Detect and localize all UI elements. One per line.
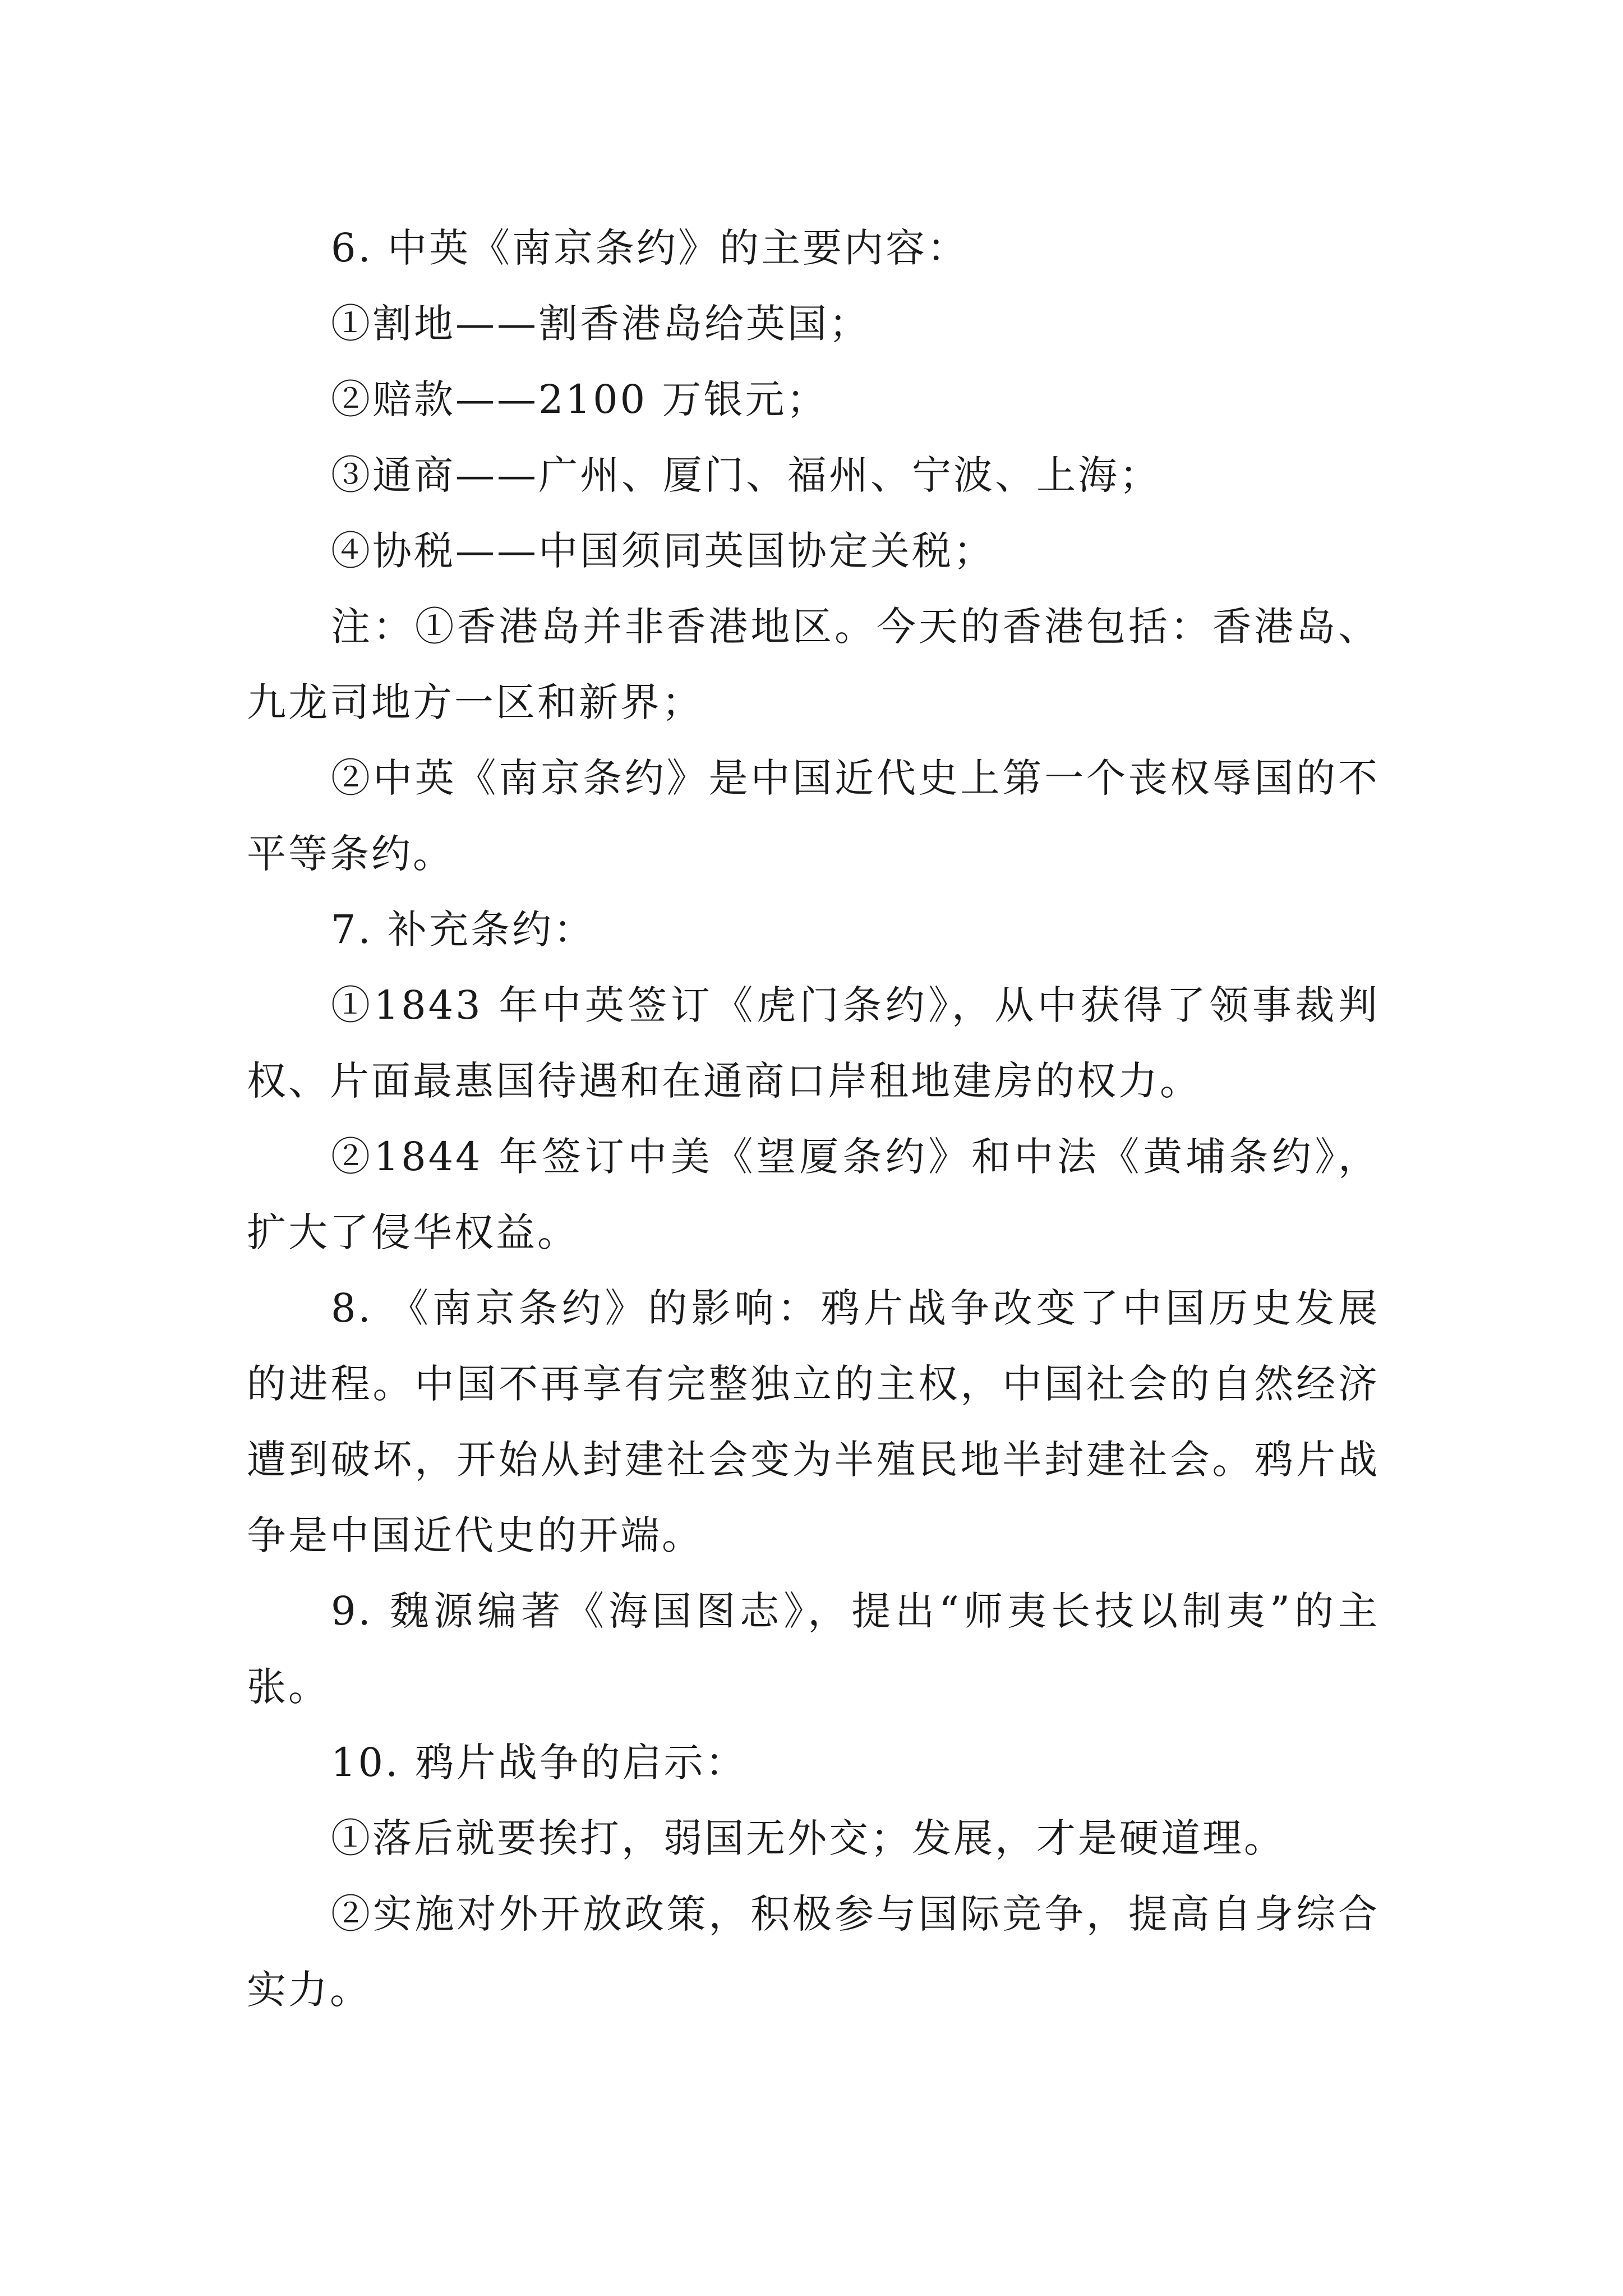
document-body bbox=[247, 210, 1380, 2028]
paragraph-treaty-impact: 8. 《南京条约》的影响：鸦片战争改变了中国历史发展的进程。中国不再享有完整独立的主权，中国社会的自然经济遭到破坏，开始从封建社会变为半殖民地半封建社会。鸦片战争是中国近代史的开端。 bbox=[247, 1285, 1380, 1558]
list-item-trade-ports: ③通商——广州、厦门、福州、宁波、上海； bbox=[331, 452, 1161, 498]
heading-treaty-contents: 6. 中英《南京条约》的主要内容： bbox=[331, 225, 969, 271]
list-item-lesson-development: ①落后就要挨打，弱国无外交；发展，才是硬道理。 bbox=[331, 1815, 1285, 1861]
list-item-tariff: ④协税——中国须同英国协定关税； bbox=[331, 528, 995, 574]
heading-war-lessons: 10. 鸦片战争的启示： bbox=[331, 1740, 747, 1786]
list-item-cession: ①割地——割香港岛给英国； bbox=[331, 301, 870, 347]
list-item-lesson-opening-up: ②实施对外开放政策，积极参与国际竞争，提高自身综合实力。 bbox=[247, 1891, 1380, 2013]
list-item-wangxia-huangpu: ②1844 年签订中美《望厦条约》和中法《黄埔条约》，扩大了侵华权益。 bbox=[247, 1134, 1380, 1255]
note-unequal-treaty: ②中英《南京条约》是中国近代史上第一个丧权辱国的不平等条约。 bbox=[247, 755, 1380, 877]
paragraph-wei-yuan: 9. 魏源编著《海国图志》，提出“师夷长技以制夷”的主张。 bbox=[247, 1588, 1380, 1710]
note-hong-kong: 注：①香港岛并非香港地区。今天的香港包括：香港岛、九龙司地方一区和新界； bbox=[247, 604, 1380, 725]
heading-supplementary-treaties: 7. 补充条约： bbox=[331, 907, 596, 953]
list-item-humen-treaty: ①1843 年中英签订《虎门条约》，从中获得了领事裁判权、片面最惠国待遇和在通商口岸租地建房的权力。 bbox=[247, 982, 1380, 1104]
list-item-indemnity: ②赔款——2100 万银元； bbox=[331, 376, 828, 422]
